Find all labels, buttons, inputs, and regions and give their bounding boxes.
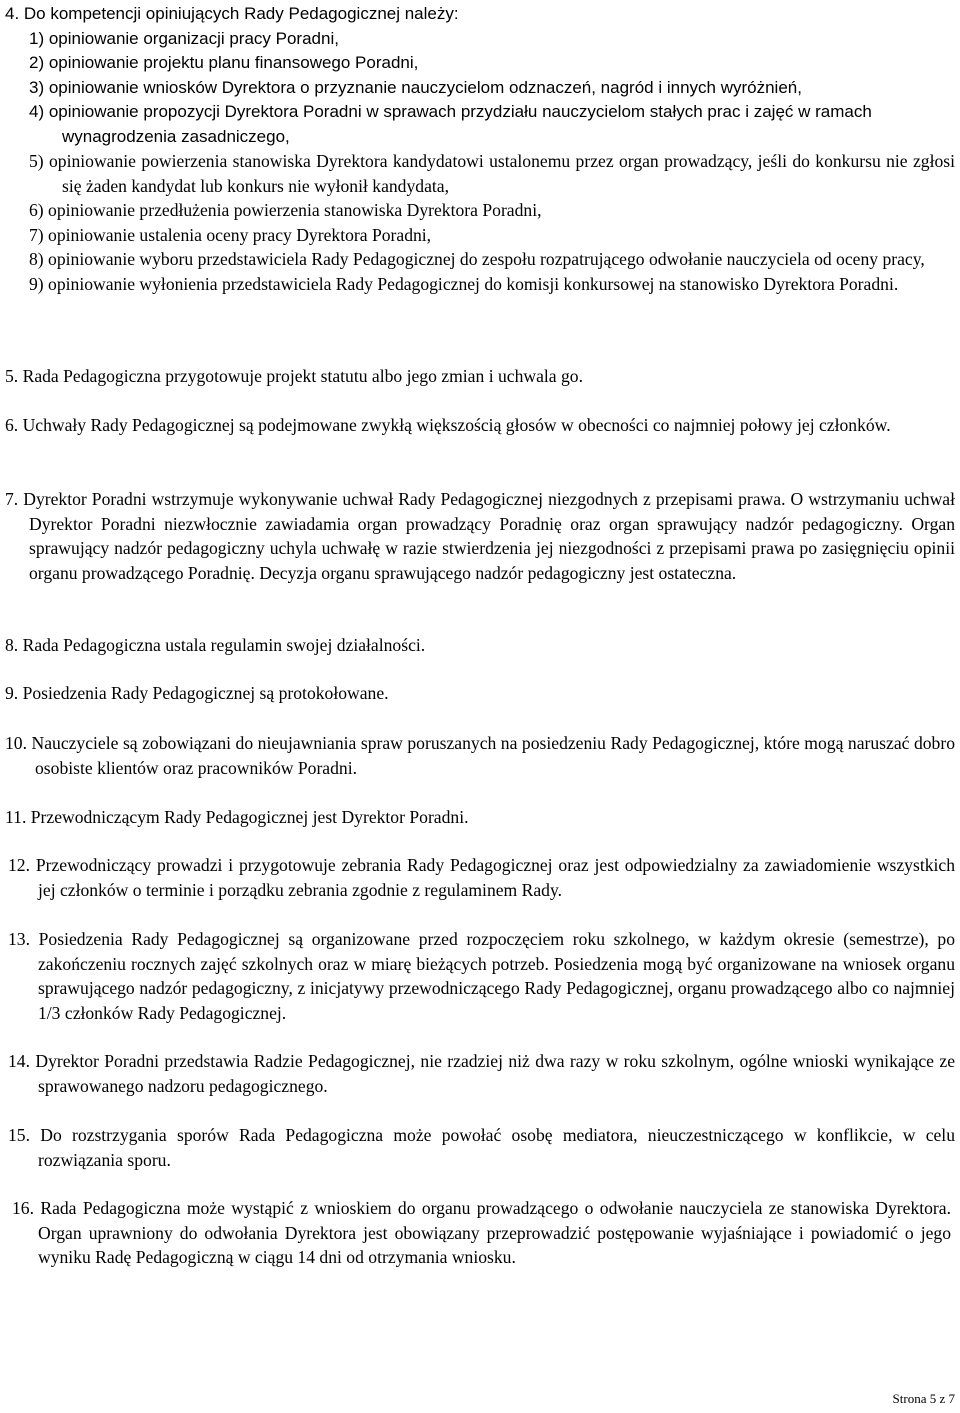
page-number: Strona 5 z 7 bbox=[892, 1391, 955, 1406]
paragraph-14: 14. Dyrektor Poradni przedstawia Radzie Pedagogicznej, nie rzadziej niż dwa razy w roku szkolnym, ogólne wnioski wynikające ze sprawowanego nadzoru pedagogicznego. bbox=[8, 1051, 955, 1096]
paragraph-10: 10. Nauczyciele są zobowiązani do nieujawniania spraw poruszanych na posiedzeniu Rady Pedagogicznej, które mogą naruszać dobro osobiste klientów oraz pracowników Poradni. bbox=[5, 733, 955, 778]
list-item: 1) opiniowanie organizacji pracy Poradni, bbox=[29, 28, 339, 48]
paragraph-9: 9. Posiedzenia Rady Pedagogicznej są protokołowane. bbox=[5, 683, 389, 703]
paragraph-16: 16. Rada Pedagogiczna może wystąpić z wnioskiem do organu prowadzącego o odwołanie nauczyciela ze stanowiska Dyrektora. Organ uprawniony do odwołania Dyrektora jest obowiązany przeprowadzić postępowanie wyjaśniające i powiadomić o jego wyniku Radę Pedagogiczną w ciągu 14 dni od otrzymania wniosku. bbox=[12, 1198, 951, 1267]
list-item: 7) opiniowanie ustalenia oceny pracy Dyrektora Poradni, bbox=[29, 224, 432, 245]
paragraph-11: 11. Przewodniczącym Rady Pedagogicznej jest Dyrektor Poradni. bbox=[5, 807, 469, 827]
list-item: 2) opiniowanie projektu planu finansowego Poradni, bbox=[29, 53, 419, 72]
paragraph-13: 13. Posiedzenia Rady Pedagogicznej są organizowane przed rozpoczęciem roku szkolnego, w każdym okresie (semestrze), po zakończeniu rocznych zajęć szkolnych oraz w miarę bieżących potrzeb. Posiedzenia mogą być organizowane na wniosek organu sprawującego nadzór pedagogiczny, z inicjatywy przewodniczącego Rady Pedagogicznej, organu prowadzącego albo co najmniej 1/3 członków Rady Pedagogicznej. bbox=[8, 929, 955, 1023]
list-item: 8) opiniowanie wyboru przedstawiciela Rady Pedagogicznej do zespołu rozpatrującego odwołanie nauczyciela od oceny pracy, bbox=[29, 249, 925, 269]
list-item: 4) opiniowanie propozycji Dyrektora Poradni w sprawach przydziału nauczycielom stałych prac i zajęć w ramach wynagrodzenia zasadniczego, bbox=[29, 102, 872, 146]
paragraph-15: 15. Do rozstrzygania sporów Rada Pedagogiczna może powołać osobę mediatora, nieuczestniczącego w konflikcie, w celu rozwiązania sporu. bbox=[8, 1125, 955, 1170]
paragraph-8: 8. Rada Pedagogiczna ustala regulamin swojej działalności. bbox=[5, 635, 426, 655]
list-item: 9) opiniowanie wyłonienia przedstawiciela Rady Pedagogicznej do komisji konkursowej na stanowisko Dyrektora Poradni. bbox=[29, 273, 899, 294]
list-item: 3) opiniowanie wniosków Dyrektora o przyznanie nauczycielom odznaczeń, nagród i innych wyróżnień, bbox=[29, 77, 802, 97]
list-item: 6) opiniowanie przedłużenia powierzenia stanowiska Dyrektora Poradni, bbox=[29, 200, 542, 220]
paragraph-12: 12. Przewodniczący prowadzi i przygotowuje zebrania Rady Pedagogicznej oraz jest odpowiedzialny za zawiadomienie wszystkich jej członków o terminie i porządku zebrania zgodnie z regulaminem Rady. bbox=[8, 855, 955, 900]
section-4 bbox=[5, 2, 955, 296]
section-4-heading: 4. Do kompetencji opiniujących Rady Pedagogicznej należy: bbox=[5, 4, 459, 23]
list-item: 5) opiniowanie powierzenia stanowiska Dyrektora kandydatowi ustalonemu przez organ prowadzący, jeśli do konkursu nie zgłosi się żaden kandydat lub konkurs nie wyłonił kandydata, bbox=[29, 151, 955, 196]
paragraph-7: 7. Dyrektor Poradni wstrzymuje wykonywanie uchwał Rady Pedagogicznej niezgodnych z przepisami prawa. O wstrzymaniu uchwał Dyrektor Poradni niezwłocznie zawiadamia organ prowadzący Poradnię oraz organ sprawujący nadzór pedagogiczny. Organ sprawujący nadzór pedagogiczny uchyla uchwałę w razie stwierdzenia jej niezgodności z przepisami prawa po zasięgnięciu opinii organu prowadzącego Poradnię. Decyzja organu sprawującego nadzór pedagogiczny jest ostateczna. bbox=[5, 489, 955, 583]
paragraph-5: 5. Rada Pedagogiczna przygotowuje projekt statutu albo jego zmian i uchwala go. bbox=[5, 366, 583, 386]
paragraph-6: 6. Uchwały Rady Pedagogicznej są podejmowane zwykłą większością głosów w obecności co najmniej połowy jej członków. bbox=[5, 415, 891, 435]
